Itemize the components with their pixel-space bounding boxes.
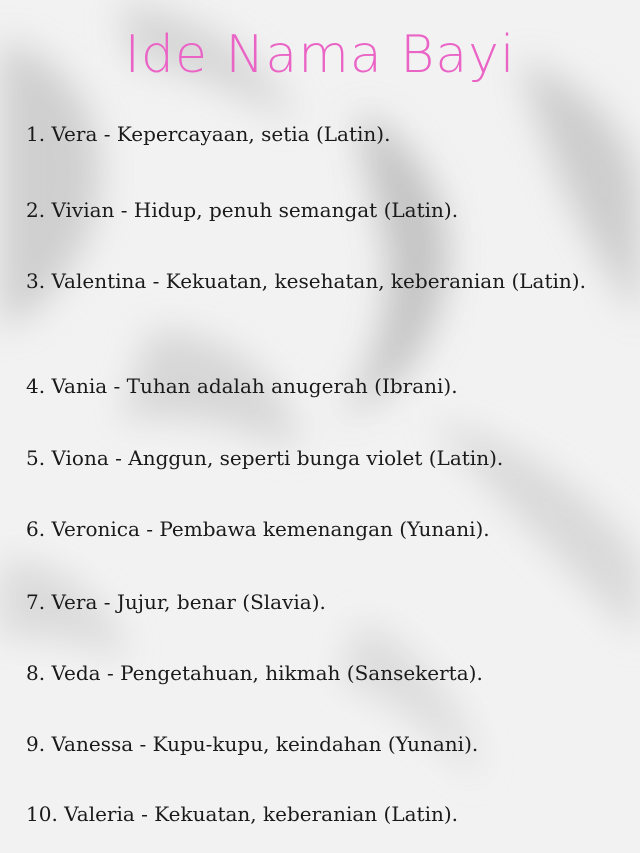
name-list (26, 0, 614, 853)
list-item: 9. Vanessa - Kupu-kupu, keindahan (Yunani). (26, 732, 479, 756)
page-title: Ide Nama Bayi (124, 25, 516, 85)
list-item: 5. Viona - Anggun, seperti bunga violet (Latin). (26, 446, 504, 470)
list-item: 7. Vera - Jujur, benar (Slavia). (26, 590, 326, 614)
list-item: 8. Veda - Pengetahuan, hikmah (Sansekerta). (26, 661, 483, 685)
list-item: 2. Vivian - Hidup, penuh semangat (Latin). (26, 198, 459, 222)
list-item: 6. Veronica - Pembawa kemenangan (Yunani). (26, 517, 490, 541)
list-item: 3. Valentina - Kekuatan, kesehatan, keberanian (Latin). (26, 269, 586, 293)
list-item: 1. Vera - Kepercayaan, setia (Latin). (26, 122, 391, 146)
list-item: 10. Valeria - Kekuatan, keberanian (Latin). (26, 802, 459, 826)
list-item: 4. Vania - Tuhan adalah anugerah (Ibrani). (26, 374, 458, 398)
